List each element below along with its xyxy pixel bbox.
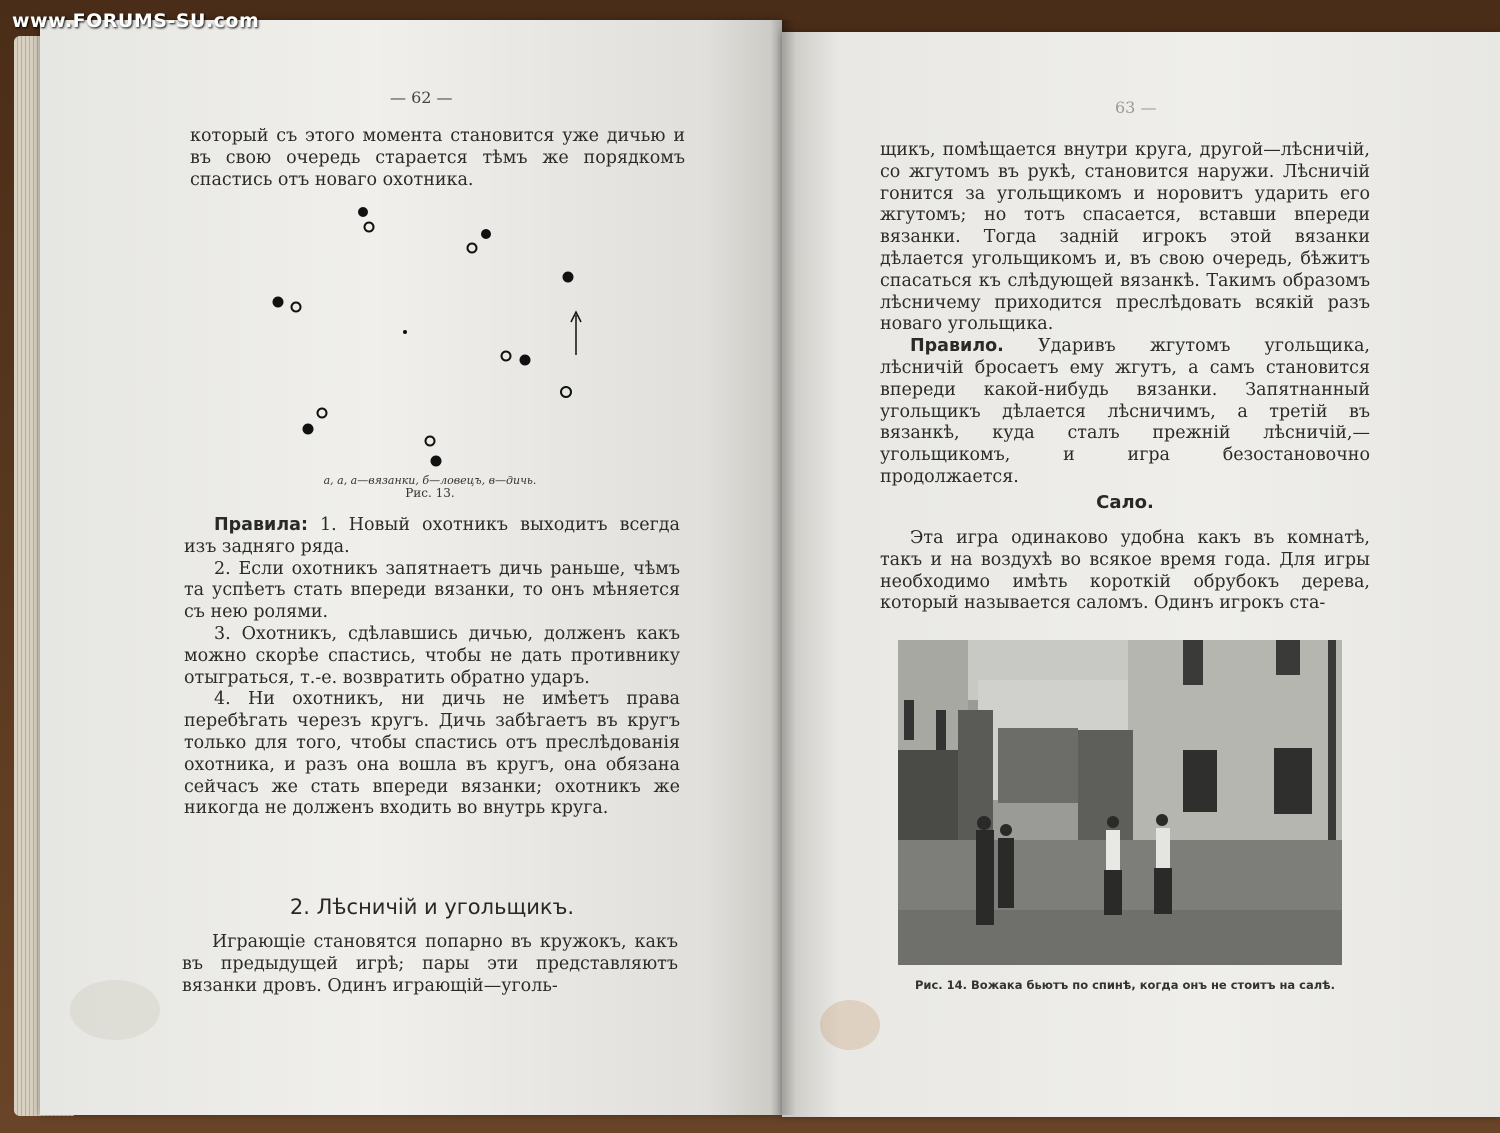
figure-dot-filled <box>303 424 313 434</box>
continued-paragraph: щикъ, помѣщается внутри круга, другой—лѣсничій, со жгутомъ въ рукѣ, становится наружи. Лѣсничій гонится за угольщикомъ и норовитъ ударить его жгутомъ; но тотъ спасается, вставши впереди вязанки. Тогда задній игрокъ этой вязанки дѣлается угольщикомъ и, въ свою очередь, бѣжитъ спасаться къ слѣдующей вязанкѣ. Такимъ образомъ лѣсничему приходится преслѣдовать всякій разъ новаго угольщика. Правило. Ударивъ жгутомъ угольщика, лѣсничій бросаетъ ему жгутъ, а самъ становится впереди какой-нибудь вязанки. Запятнанный угольщикъ дѣлается лѣсничимъ, а третій въ вязанкѣ, куда сталъ прежній лѣсничій,—угольщикомъ, и игра безостановочно продолжается. <box>880 140 1370 487</box>
figure-13-diagram <box>260 200 590 475</box>
figure-caption: Рис. 13. <box>405 486 455 500</box>
figure-dot-filled <box>273 297 283 307</box>
figure-dot-hollow <box>468 244 477 253</box>
figure-dot-hollow <box>502 352 511 361</box>
page-stain <box>820 1000 880 1050</box>
figure-dot-filled <box>482 230 491 239</box>
figure-dot-filled <box>359 208 368 217</box>
page-stain <box>70 980 160 1040</box>
figure-dot-filled <box>563 272 573 282</box>
section-text-left: Играющіе становятся попарно въ кружокъ, какъ въ предыдущей игрѣ; пары эти представляютъ вязанки дровъ. Одинъ играющій—уголь- <box>182 932 678 996</box>
photo-children-courtyard <box>898 640 1342 965</box>
rule-1: 1. Новый охотникъ выходитъ всегда изъ задняго ряда. <box>184 515 680 557</box>
rules-label: Правила: <box>214 515 308 535</box>
book-gutter <box>770 20 796 1115</box>
figure-dot-hollow <box>292 303 301 312</box>
page-number-left: — 62 — <box>390 88 453 107</box>
intro-paragraph: который съ этого момента становится уже дичью и въ свою очередь старается тѣмъ же порядкомъ спастись отъ новаго охотника. <box>190 126 685 190</box>
photo-caption: Рис. 14. Вожака бьютъ по спинѣ, когда онъ не стоитъ на салѣ. <box>914 978 1336 992</box>
figure-dot-hollow <box>561 387 571 397</box>
site-watermark: www.FORUMS-SU.com <box>12 10 260 32</box>
section-title-lesnichiy: 2. Лѣсничій и угольщикъ. <box>289 895 575 919</box>
rules-block <box>184 515 680 820</box>
rule-text-right: Ударивъ жгутомъ угольщика, лѣсничій бросаетъ ему жгутъ, а самъ становится впереди какой-нибудь вязанки. Запятнанный угольщикъ дѣлается лѣсничимъ, а третій въ вязанкѣ, куда сталъ прежній лѣсничій,—угольщикомъ, и игра безостановочно продолжается. <box>880 336 1370 487</box>
figure-center-dot <box>404 331 407 334</box>
figure-dot-hollow <box>365 223 374 232</box>
section-text-right: Эта игра одинаково удобна какъ въ комнатѣ, такъ и на воздухѣ во всякое время года. Для игры необходимо имѣть короткій обрубокъ дерева, который называется саломъ. Одинъ игрокъ ста- <box>880 528 1370 614</box>
rule-4: 4. Ни охотникъ, ни дичь не имѣетъ права перебѣгать черезъ кругъ. Дичь забѣгаетъ въ кругъ только для того, чтобы спастись отъ преслѣдованія охотника, и разъ она вошла въ кругъ, она обязана сейчасъ же стать впереди вязанки; охотникъ же никогда не долженъ входить во внутрь круга. <box>184 689 680 819</box>
figure-dot-filled <box>431 456 441 466</box>
rule-3: 3. Охотникъ, сдѣлавшись дичью, долженъ какъ можно скорѣе спастись, чтобы не дать противнику отыграться, т.-е. возвратить обратно ударъ. <box>184 623 680 688</box>
page-number-right: 63 — <box>1115 98 1157 117</box>
figure-dot-hollow <box>426 437 435 446</box>
figure-dot-hollow <box>318 409 327 418</box>
figure-dot-filled <box>520 355 530 365</box>
rule-2: 2. Если охотникъ запятнаетъ дичь раньше, чѣмъ та успѣетъ стать впереди вязанки, то онъ мѣняется съ нею ролями. <box>184 558 680 623</box>
figure-legend: а, а, а—вязанки, б—ловецъ, в—дичь. <box>323 474 537 487</box>
section-title-salo: Сало. <box>1096 492 1154 513</box>
rule-label-right: Правило. <box>910 336 1004 357</box>
